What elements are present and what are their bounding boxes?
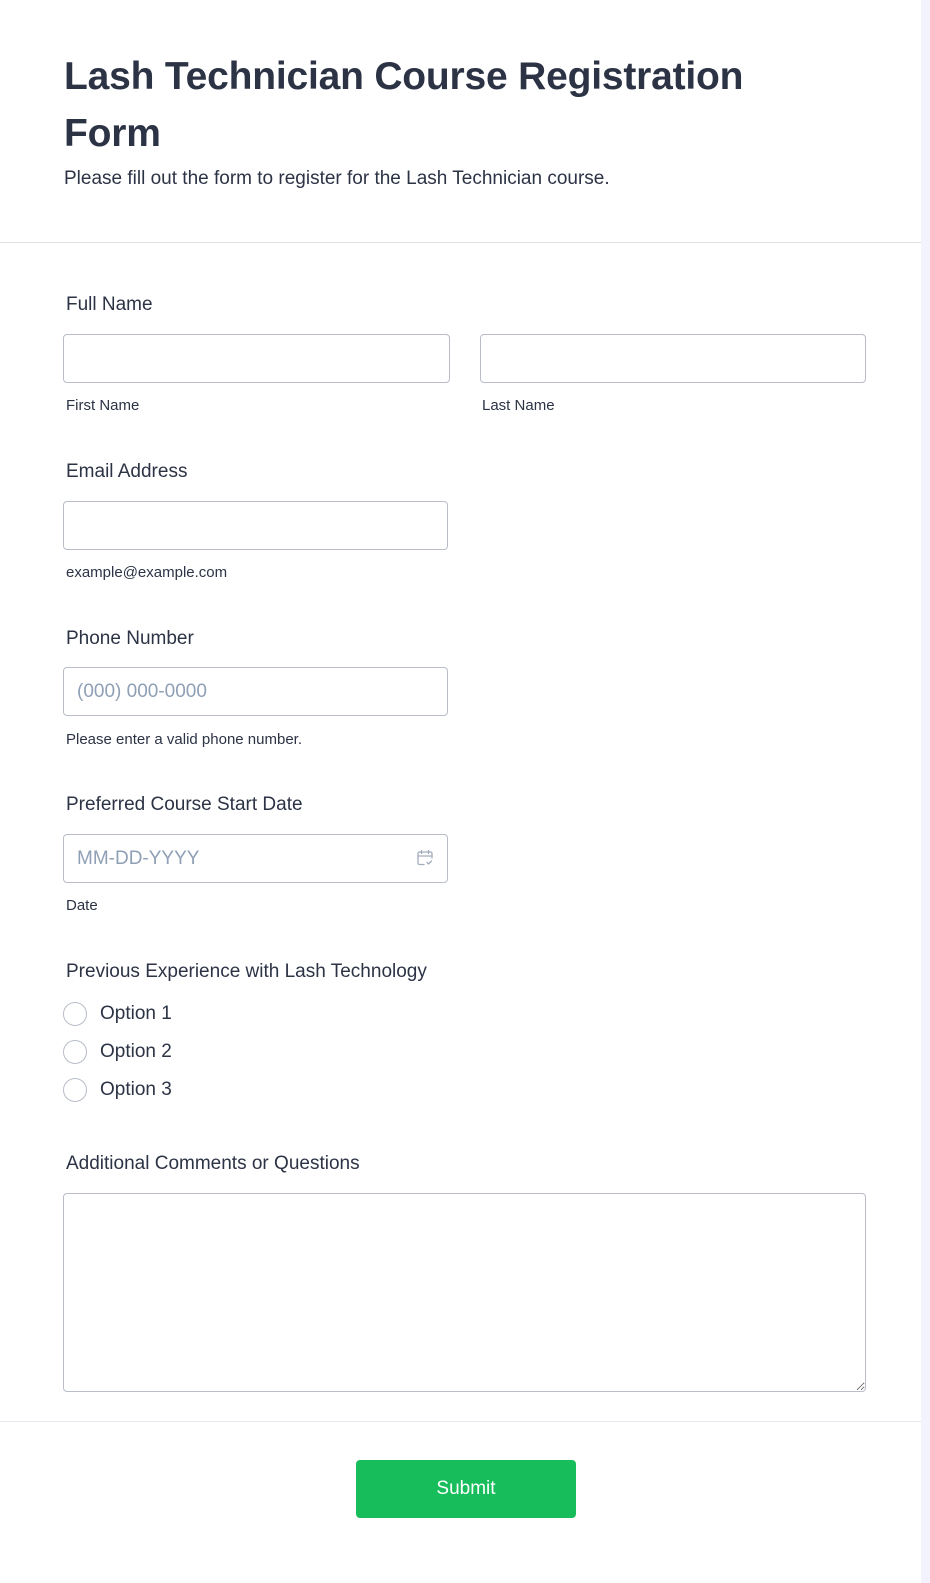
last-name-sublabel: Last Name	[482, 397, 555, 414]
phone-input[interactable]	[63, 667, 448, 716]
last-name-input[interactable]	[480, 334, 866, 383]
submit-button[interactable]: Submit	[356, 1460, 576, 1518]
comments-textarea[interactable]	[63, 1193, 866, 1392]
start-date-label: Preferred Course Start Date	[66, 794, 303, 815]
first-name-sublabel: First Name	[66, 397, 140, 414]
email-sublabel: example@example.com	[66, 564, 228, 581]
form-title: Lash Technician Course Registration Form	[64, 55, 744, 155]
radio-label: Option 3	[100, 1079, 172, 1100]
full-name-label: Full Name	[66, 294, 153, 315]
email-input[interactable]	[63, 501, 448, 550]
radio-button[interactable]	[63, 1078, 87, 1102]
form-header	[0, 0, 921, 243]
phone-sublabel: Please enter a valid phone number.	[66, 731, 302, 748]
start-date-sublabel: Date	[66, 897, 98, 914]
footer-divider	[0, 1421, 921, 1422]
radio-label: Option 2	[100, 1041, 172, 1062]
first-name-input[interactable]	[63, 334, 450, 383]
radio-button[interactable]	[63, 1040, 87, 1064]
experience-option-2[interactable]	[63, 1039, 172, 1065]
start-date-input[interactable]	[63, 834, 448, 883]
email-label: Email Address	[66, 461, 188, 482]
radio-button[interactable]	[63, 1002, 87, 1026]
experience-option-3[interactable]	[63, 1077, 172, 1103]
radio-label: Option 1	[100, 1003, 172, 1024]
phone-label: Phone Number	[66, 628, 194, 649]
experience-option-1[interactable]	[63, 1001, 172, 1027]
calendar-icon[interactable]	[416, 849, 434, 867]
comments-label: Additional Comments or Questions	[66, 1153, 360, 1174]
experience-label: Previous Experience with Lash Technology	[66, 961, 427, 982]
form-subtitle: Please fill out the form to register for the Lash Technician course.	[64, 168, 610, 189]
